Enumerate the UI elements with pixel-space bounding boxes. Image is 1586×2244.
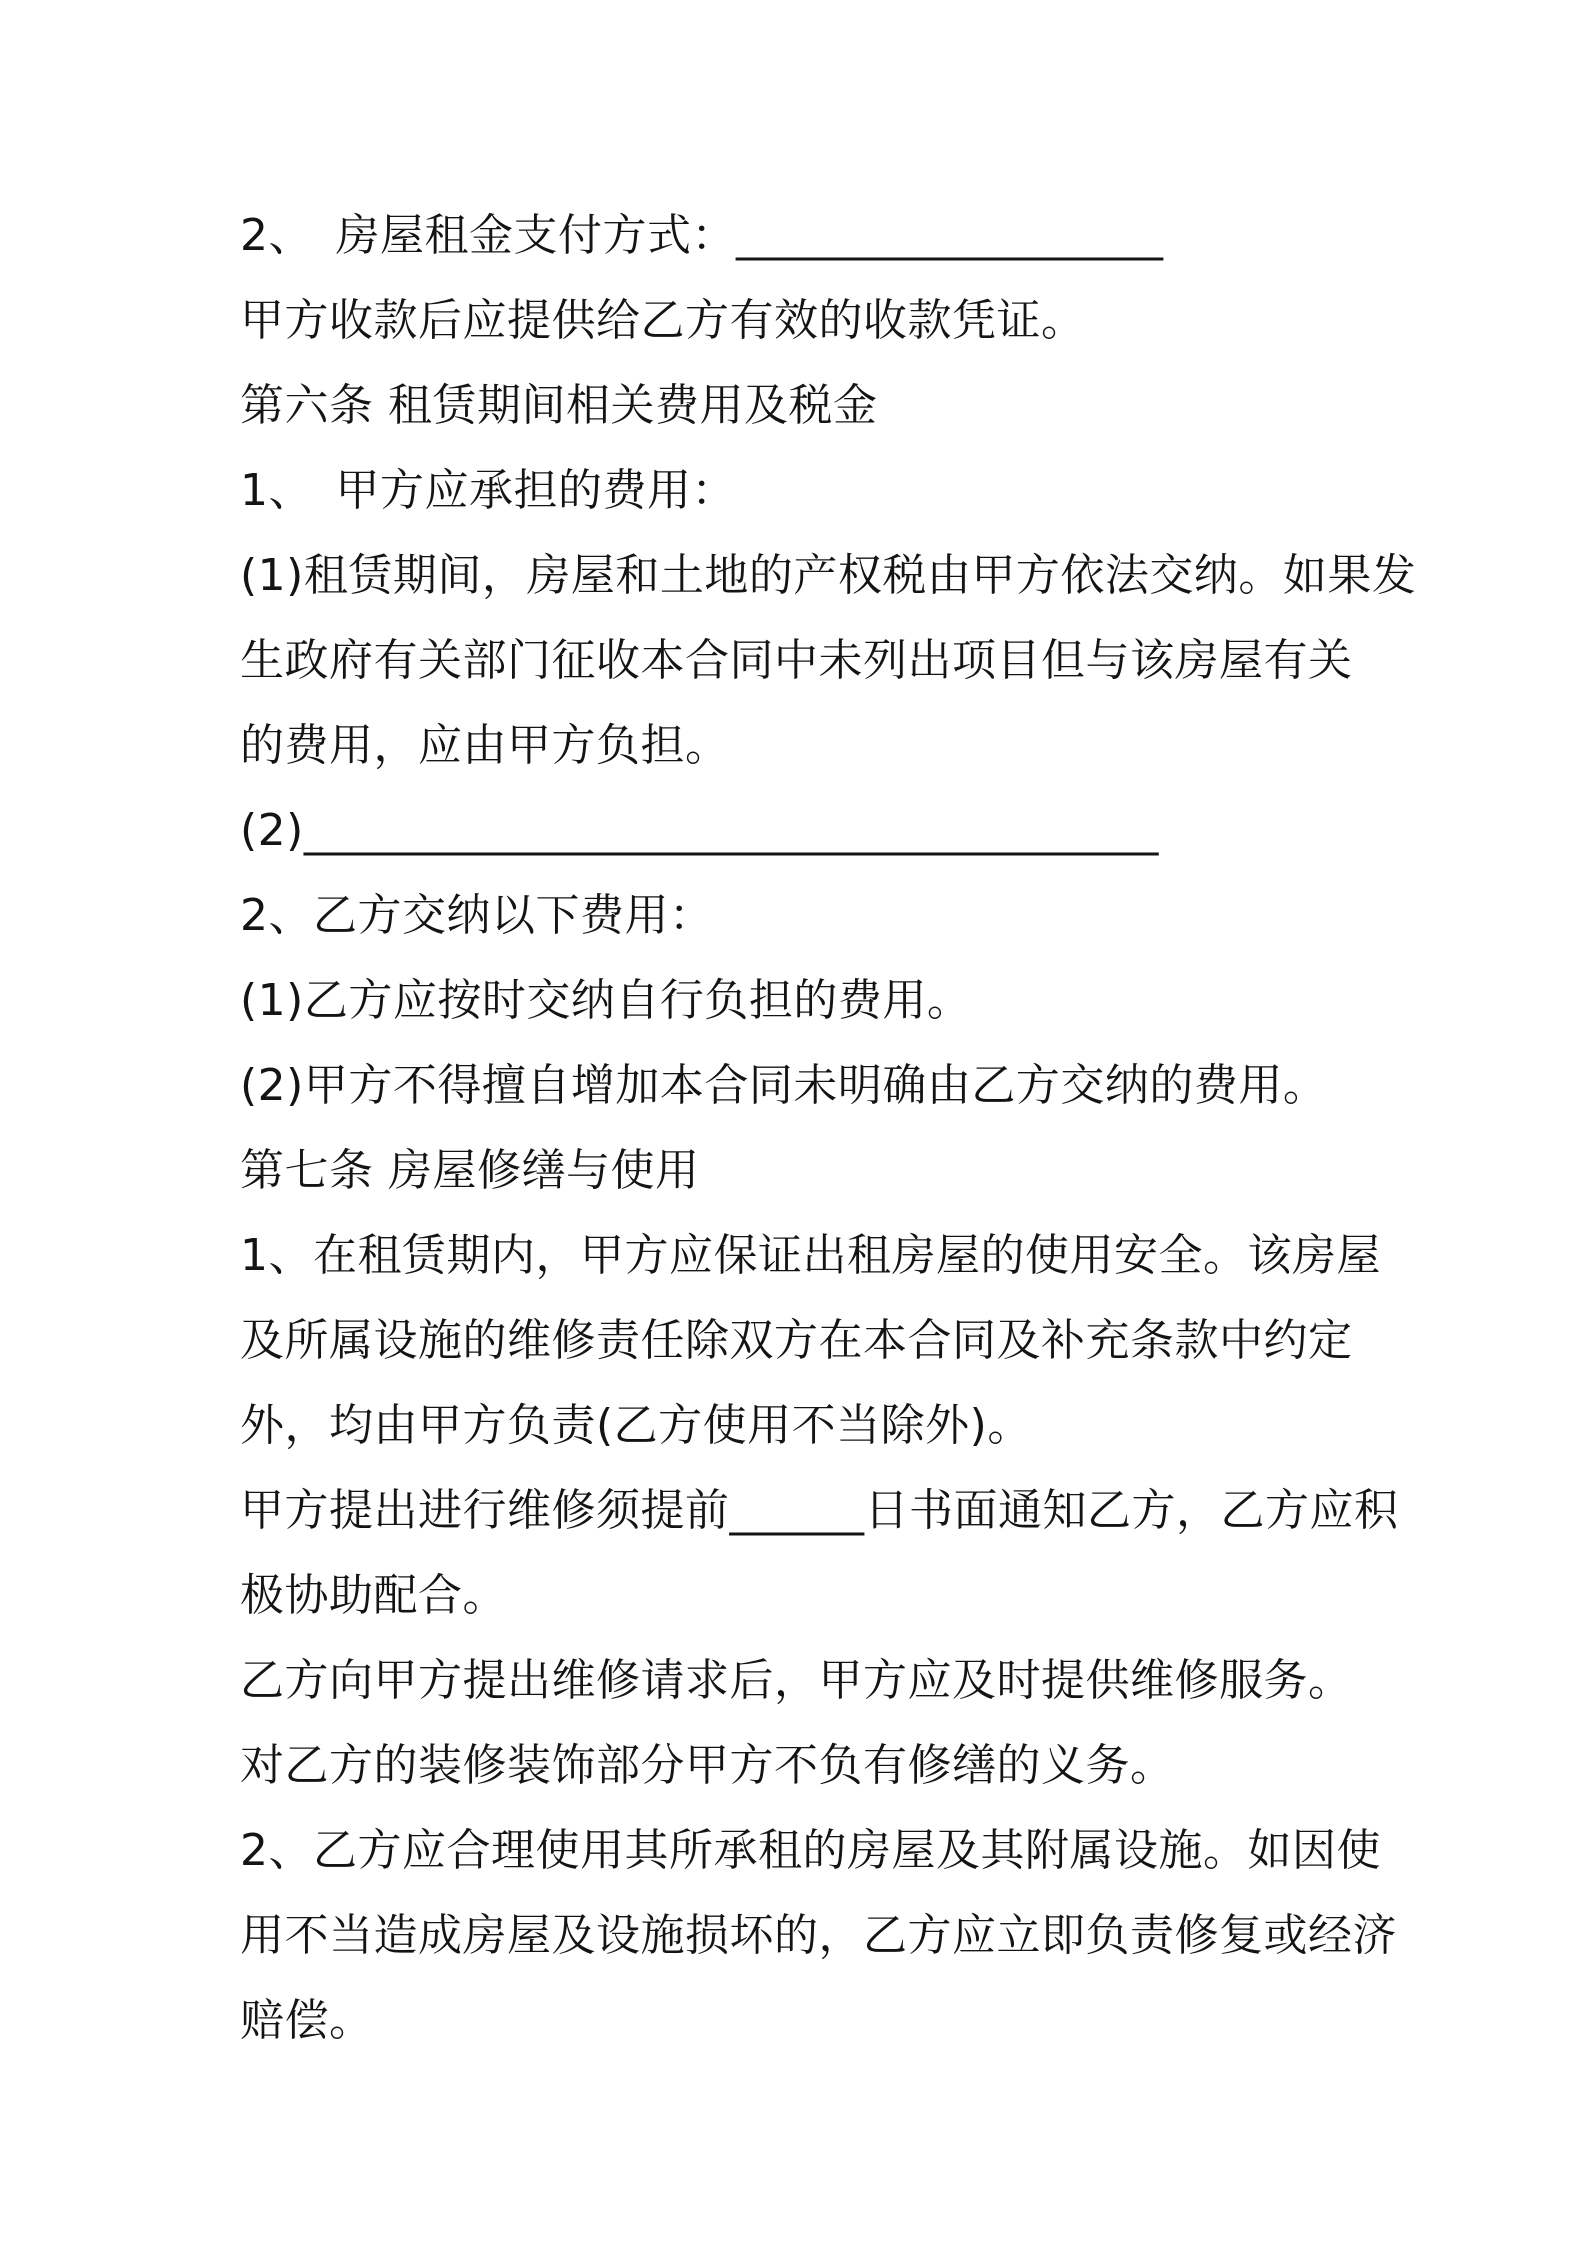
- text-line: 的费用，应由甲方负担。: [240, 720, 730, 771]
- text-line: 用不当造成房屋及设施损坏的，乙方应立即负责修复或经济: [240, 1910, 1397, 1961]
- text-line: (1)租赁期间，房屋和土地的产权税由甲方依法交纳。如果发: [240, 550, 1417, 601]
- text-line: 1、在租赁期内，甲方应保证出租房屋的使用安全。该房屋: [240, 1230, 1381, 1281]
- text-line: 外，均由甲方负责(乙方使用不当除外)。: [240, 1400, 1032, 1451]
- text-line: (1)乙方应按时交纳自行负担的费用。: [240, 975, 972, 1026]
- text-line: 2、乙方应合理使用其所承租的房屋及其附属设施。如因使: [240, 1825, 1381, 1876]
- text-line: 甲方收款后应提供给乙方有效的收款凭证。: [240, 295, 1086, 346]
- text-line: (2)甲方不得擅自增加本合同未明确由乙方交纳的费用。: [240, 1060, 1328, 1111]
- text-line: 生政府有关部门征收本合同中未列出项目但与该房屋有关: [240, 635, 1353, 686]
- section-heading: 第六条 租赁期间相关费用及税金: [240, 380, 878, 431]
- section-heading: 第七条 房屋修缮与使用: [240, 1145, 700, 1196]
- text-line: 1、 甲方应承担的费用：: [240, 465, 736, 516]
- text-line: 对乙方的装修装饰部分甲方不负有修缮的义务。: [240, 1740, 1175, 1791]
- text-line: 赔偿。: [240, 1995, 374, 2046]
- text-line: 2、 房屋租金支付方式：___________________: [240, 210, 1164, 261]
- text-line: 极协助配合。: [240, 1570, 507, 1621]
- document-body: [240, 193, 1417, 2063]
- text-line: 2、乙方交纳以下费用：: [240, 890, 714, 941]
- text-line: 及所属设施的维修责任除双方在本合同及补充条款中约定: [240, 1315, 1353, 1366]
- text-line: (2)______________________________________: [240, 805, 1159, 856]
- text-line: 甲方提出进行维修须提前______日书面通知乙方，乙方应积: [240, 1485, 1399, 1536]
- text-line: 乙方向甲方提出维修请求后，甲方应及时提供维修服务。: [240, 1655, 1353, 1706]
